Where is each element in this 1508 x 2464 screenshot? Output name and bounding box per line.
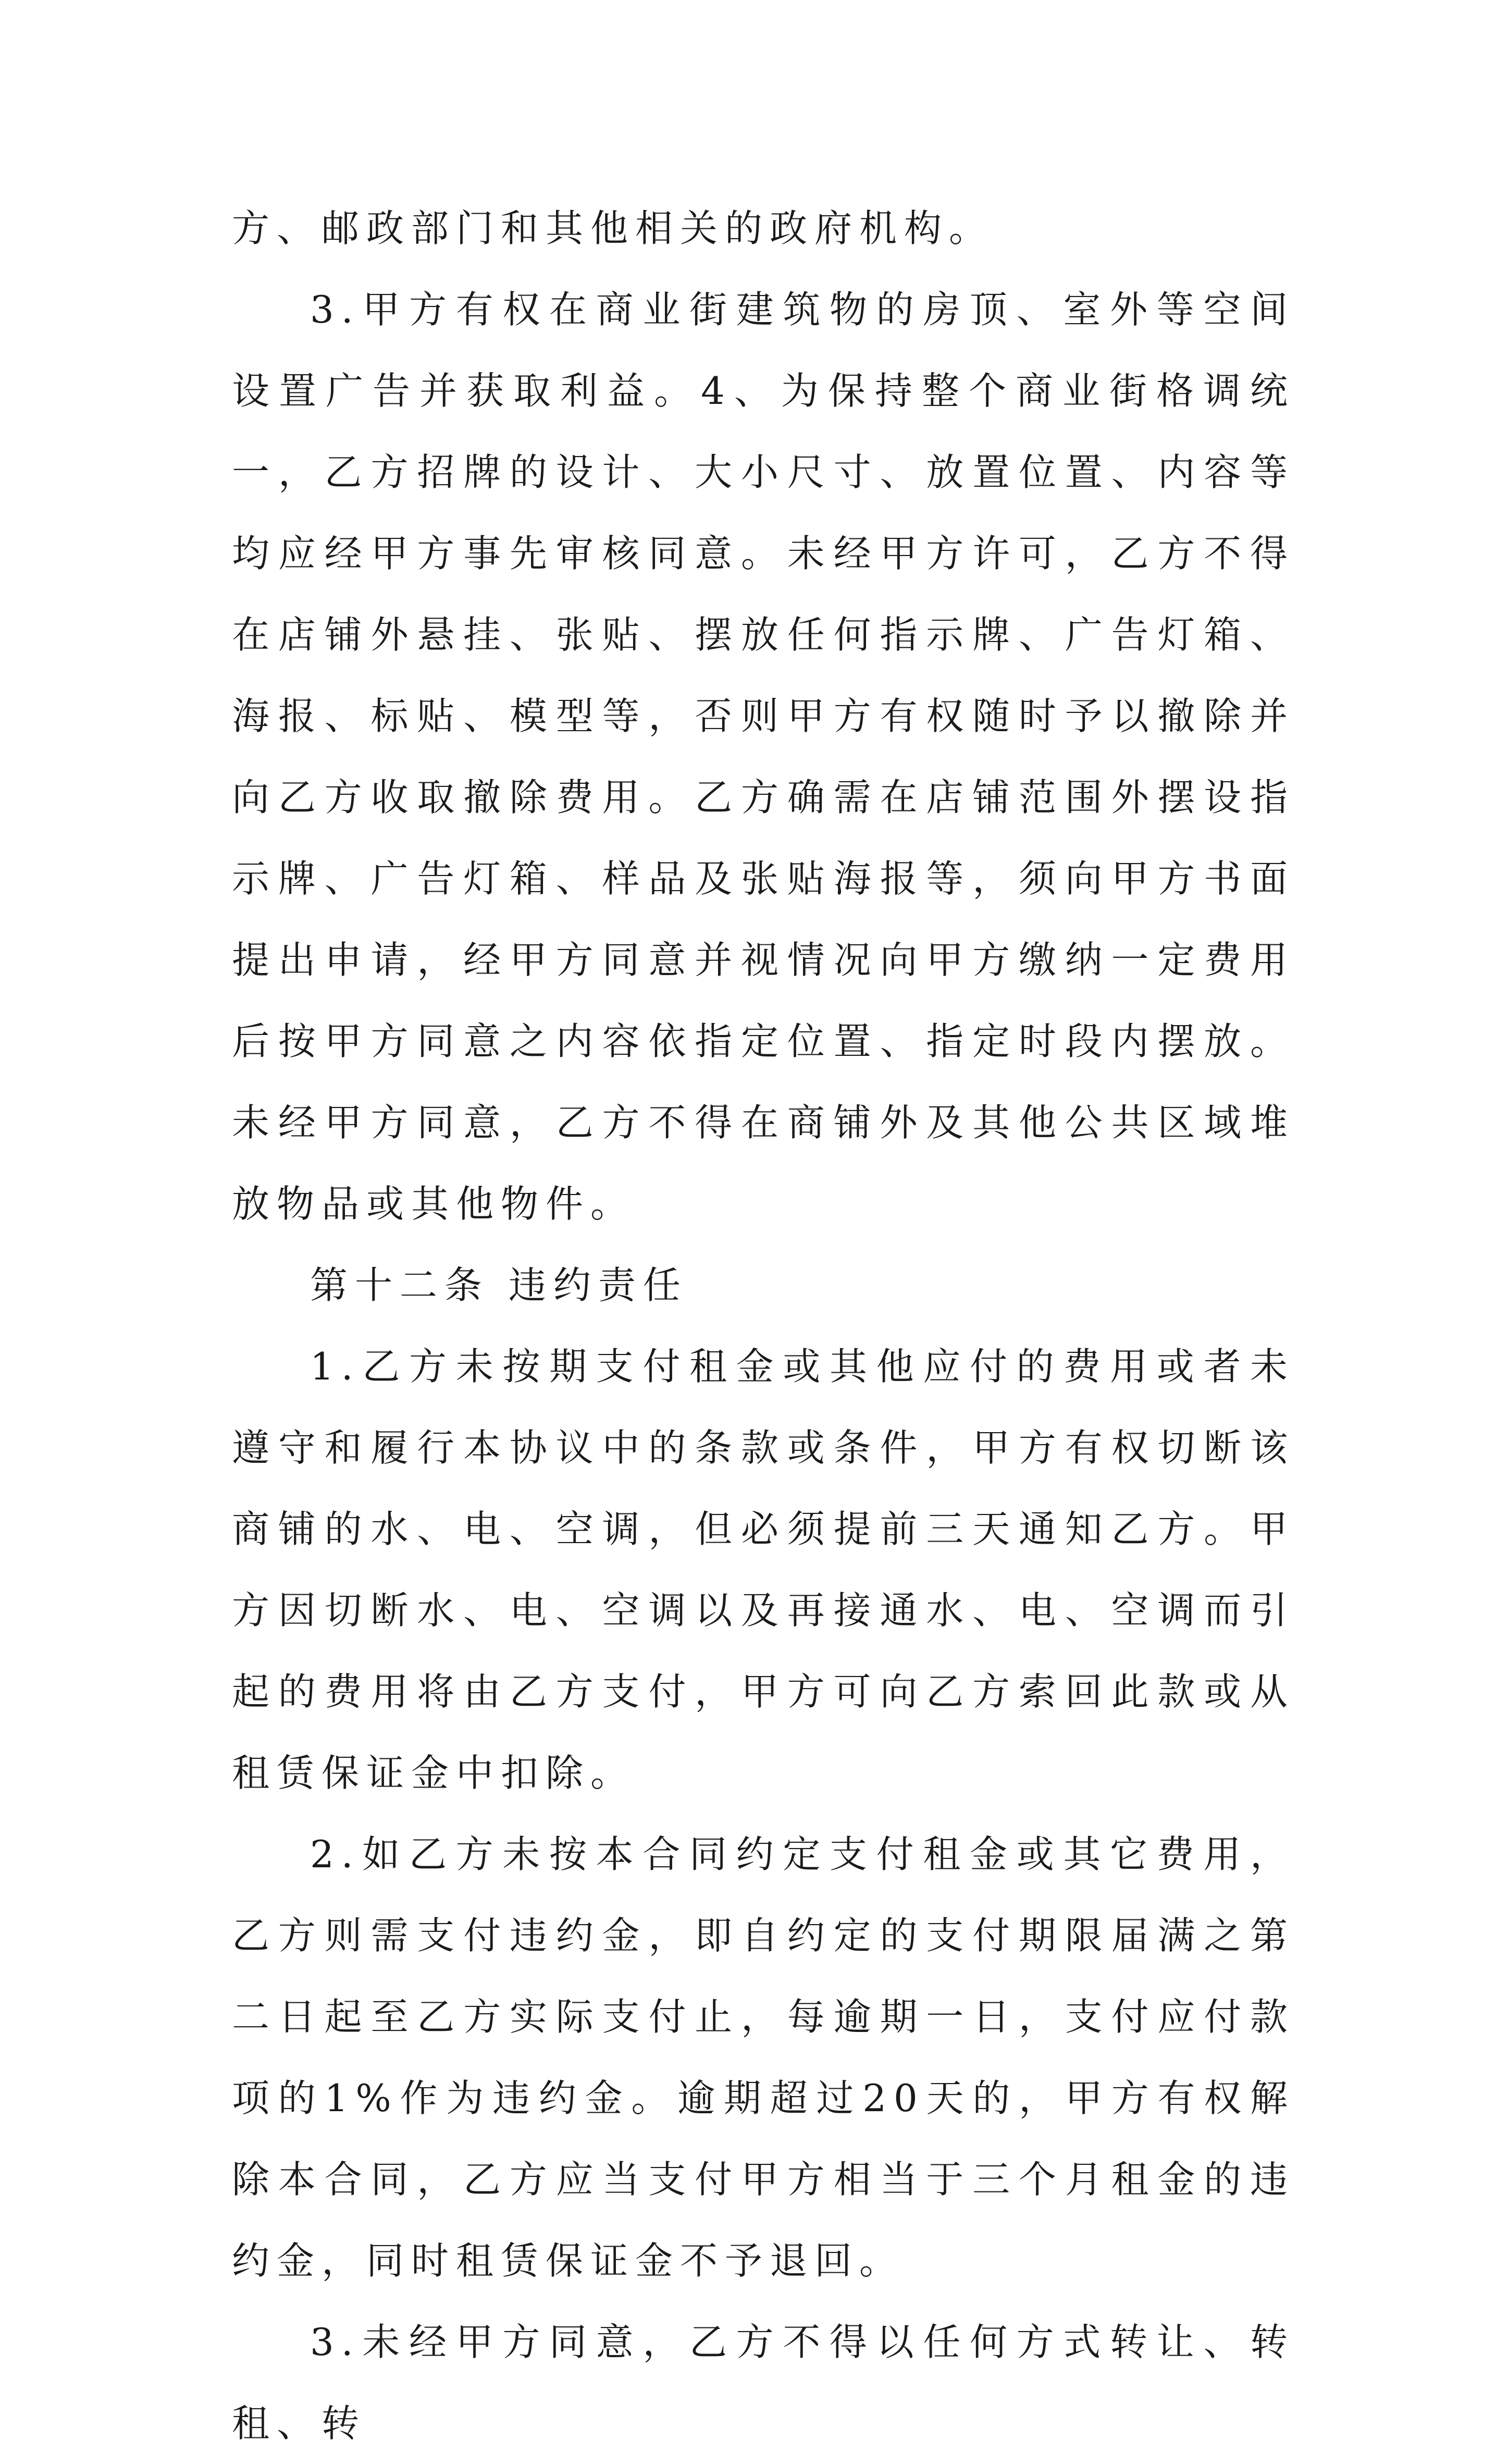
paragraph-1: 方、邮政部门和其他相关的政府机构。: [232, 206, 994, 250]
paragraph-5: 3.未经甲方同意，乙方不得以任何方式转让、转租、转: [232, 2320, 1295, 2445]
section-heading: 第十二条 违约责任: [310, 1263, 688, 1307]
document-body: [232, 188, 1295, 2464]
paragraph-4: 2.如乙方未按本合同约定支付租金或其它费用，乙方则需支付违约金，即自约定的支付期限届满之第二日起至乙方实际支付止，每逾期一日，支付应付款项的1%作为违约金。逾期超过20天的，甲方有权解除本合同，乙方应当支付甲方相当于三个月租金的违约金，同时租赁保证金不予退回。: [232, 1832, 1295, 2283]
paragraph-3: 1.乙方未按期支付租金或其他应付的费用或者未遵守和履行本协议中的条款或条件，甲方有权切断该商铺的水、电、空调，但必须提前三天通知乙方。甲方因切断水、电、空调以及再接通水、电、空调而引起的费用将由乙方支付，甲方可向乙方索回此款或从租赁保证金中扣除。: [232, 1345, 1295, 1795]
paragraph-2: 3.甲方有权在商业街建筑物的房顶、室外等空间设置广告并获取利益。4、为保持整个商业街格调统一，乙方招牌的设计、大小尺寸、放置位置、内容等均应经甲方事先审核同意。未经甲方许可，乙方不得在店铺外悬挂、张贴、摆放任何指示牌、广告灯箱、海报、标贴、模型等，否则甲方有权随时予以撤除并向乙方收取撤除费用。乙方确需在店铺范围外摆设指示牌、广告灯箱、样品及张贴海报等，须向甲方书面提出申请，经甲方同意并视情况向甲方缴纳一定费用后按甲方同意之内容依指定位置、指定时段内摆放。未经甲方同意，乙方不得在商铺外及其他公共区域堆放物品或其他物件。: [232, 288, 1295, 1226]
